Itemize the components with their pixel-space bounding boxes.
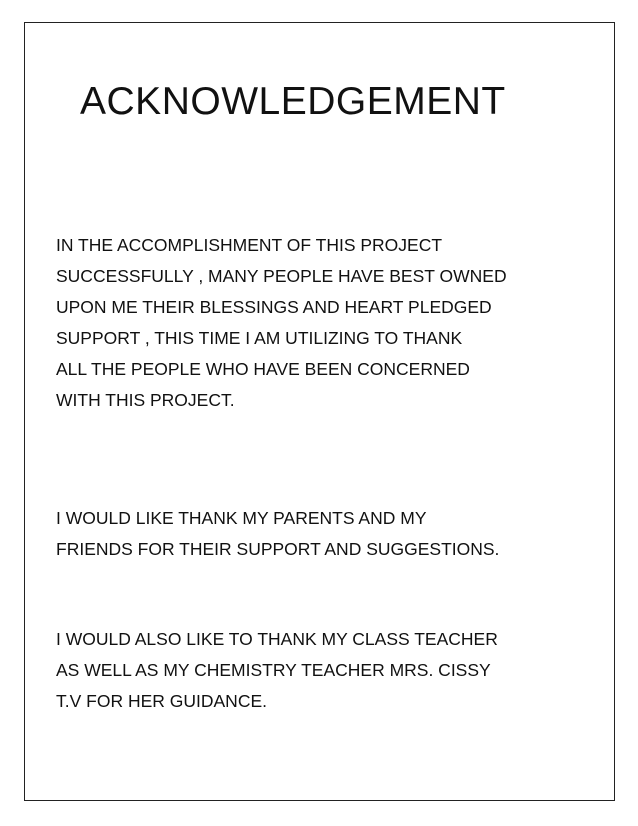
paragraph-teachers [56, 624, 601, 717]
text-line: FRIENDS FOR THEIR SUPPORT AND SUGGESTIONS. [56, 539, 500, 559]
text-line: AS WELL AS MY CHEMISTRY TEACHER MRS. CISSY [56, 660, 491, 680]
paragraph-parents [56, 503, 601, 565]
page-title: ACKNOWLEDGEMENT [80, 80, 506, 123]
text-line: IN THE ACCOMPLISHMENT OF THIS PROJECT [56, 235, 443, 255]
text-line: WITH THIS PROJECT. [56, 390, 235, 410]
text-line: UPON ME THEIR BLESSINGS AND HEART PLEDGED [56, 297, 492, 317]
text-line: I WOULD LIKE THANK MY PARENTS AND MY [56, 508, 427, 528]
text-line: SUPPORT , THIS TIME I AM UTILIZING TO THANK [56, 328, 463, 348]
paragraph-accomplishment [56, 230, 601, 416]
text-line: I WOULD ALSO LIKE TO THANK MY CLASS TEACHER [56, 629, 498, 649]
text-line: SUCCESSFULLY , MANY PEOPLE HAVE BEST OWNED [56, 266, 507, 286]
text-line: T.V FOR HER GUIDANCE. [56, 691, 267, 711]
text-line: ALL THE PEOPLE WHO HAVE BEEN CONCERNED [56, 359, 470, 379]
